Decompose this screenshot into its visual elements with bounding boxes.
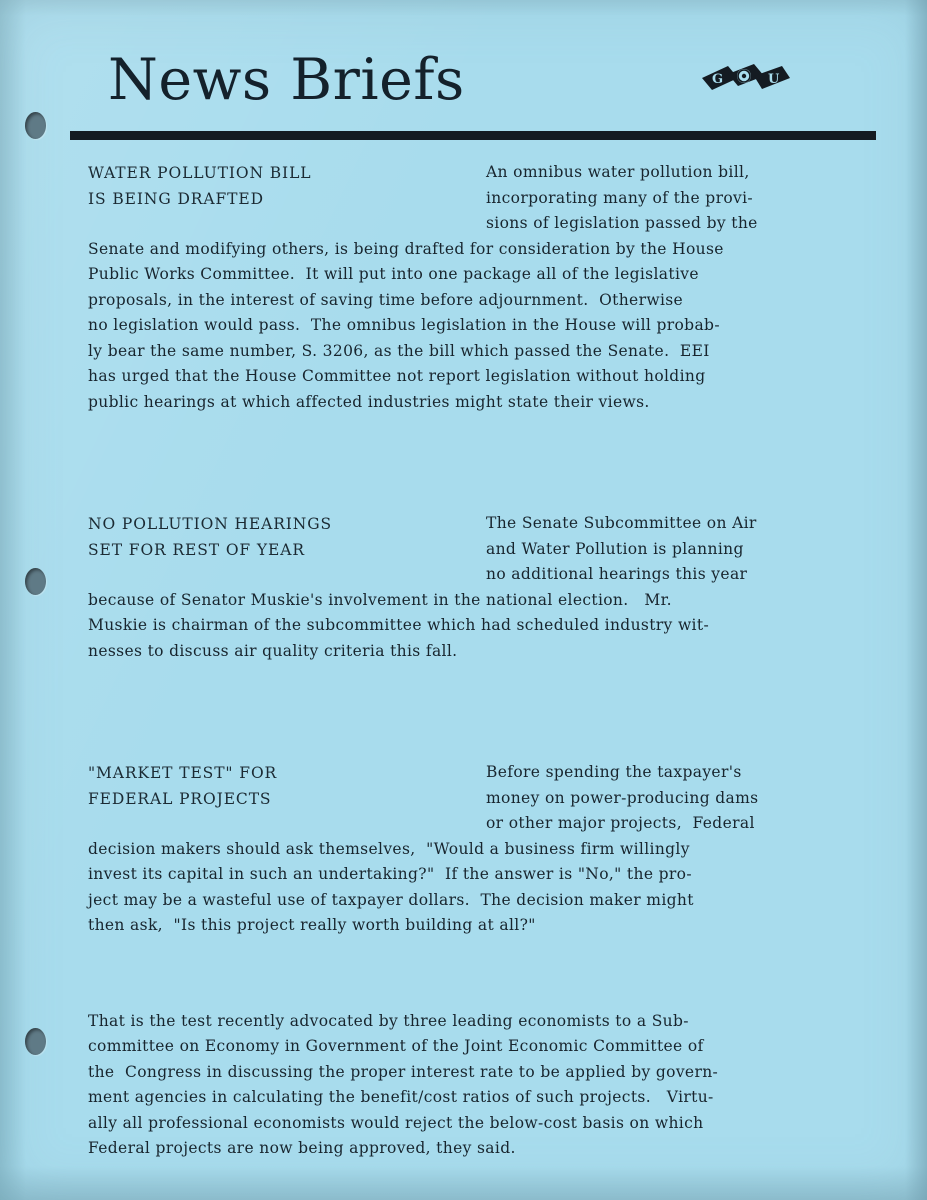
article-heading-line1: "MARKET TEST" FOR [88,764,278,782]
body-line: Public Works Committee. It will put into one package all of the legislative [88,265,699,283]
lead-line: or other major projects, Federal [486,814,755,832]
article-water-pollution-bill [0,160,927,415]
article-heading-line2: SET FOR REST OF YEAR [88,541,305,559]
body-line: nesses to discuss air quality criteria this fall. [88,641,458,660]
lead-line: incorporating many of the provi- [486,188,754,207]
article-heading-line1: WATER POLLUTION BILL [88,164,312,182]
lead-line: An omnibus water pollution bill, [486,163,750,181]
masthead [108,47,878,142]
lead-line: no additional hearings this year [486,565,748,583]
article-heading-line2: FEDERAL PROJECTS [88,790,272,808]
article-heading-line1: NO POLLUTION HEARINGS [88,515,333,533]
gsu-logo [698,62,790,120]
body-line: has urged that the House Committee not report legislation without holding [88,367,706,385]
body-line: decision makers should ask themselves, "Would a business firm willingly [88,839,690,858]
body-line: no legislation would pass. The omnibus legislation in the House will probab- [88,316,720,334]
lead-line: The Senate Subcommittee on Air [486,514,757,532]
article-heading [88,511,448,563]
article-heading [88,160,448,212]
article-body [88,837,867,939]
svg-text:G: G [712,72,724,87]
masthead-rule [70,131,876,140]
body-line: the Congress in discussing the proper interest rate to be applied by govern- [88,1062,719,1081]
body-line: ment agencies in calculating the benefit/cost ratios of such projects. Virtu- [88,1088,714,1106]
article-market-test [0,760,927,939]
article-heading-line2: IS BEING DRAFTED [88,190,264,208]
article-heading [88,760,448,812]
body-line: ly bear the same number, S. 3206, as the bill which passed the Senate. EEI [88,341,710,360]
lead-line: and Water Pollution is planning [486,539,744,558]
body-line: invest its capital in such an undertaking?" If the answer is "No," the pro- [88,865,692,883]
svg-text:U: U [768,72,780,87]
article-body [88,588,867,665]
body-line: proposals, in the interest of saving time before adjournment. Otherwise [88,290,684,309]
page-title: News Briefs [108,47,465,113]
body-line: Federal projects are now being approved, they said. [88,1139,516,1157]
section-spacer [0,415,927,511]
body-line: Senate and modifying others, is being drafted for consideration by the House [88,239,724,258]
lead-line: Before spending the taxpayer's [486,763,742,781]
article-body [88,237,867,416]
article-no-pollution-hearings [0,511,927,664]
body-line: because of Senator Muskie's involvement in the national election. Mr. [88,590,672,609]
document-body [0,160,927,1162]
body-line: ally all professional economists would reject the below-cost basis on which [88,1113,704,1132]
lead-line: money on power-producing dams [486,788,759,807]
paragraph-spacer [0,939,927,1009]
lead-line: sions of legislation passed by the [486,214,758,232]
body-line: That is the test recently advocated by three leading economists to a Sub- [88,1011,689,1030]
body-line: public hearings at which affected industries might state their views. [88,392,650,411]
body-line: then ask, "Is this project really worth building at all?" [88,916,536,934]
closing-paragraph [0,1009,927,1162]
body-line: committee on Economy in Government of the Joint Economic Committee of [88,1037,704,1055]
body-line: Muskie is chairman of the subcommittee which had scheduled industry wit- [88,616,710,634]
closing-paragraph-text [88,1009,867,1162]
body-line: ject may be a wasteful use of taxpayer dollars. The decision maker might [88,890,694,909]
section-spacer [0,664,927,760]
punch-hole-top [25,112,46,139]
